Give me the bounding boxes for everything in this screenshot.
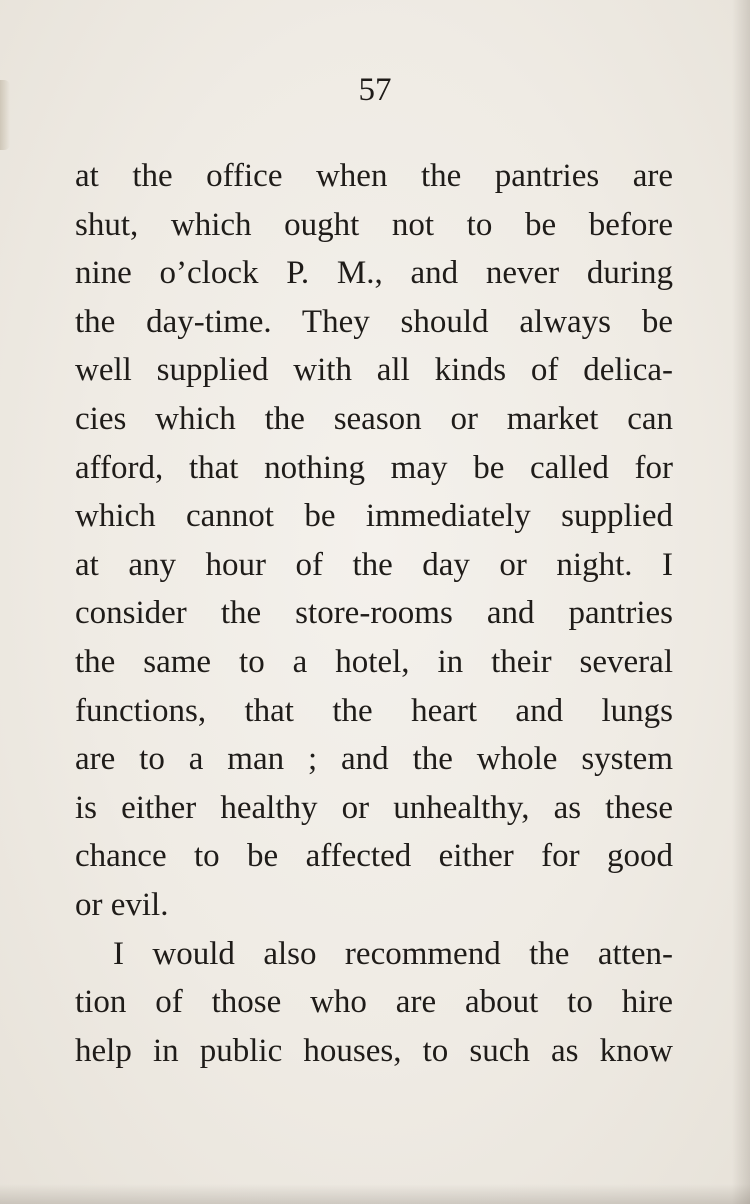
text-line: tion of those who are about to hire [75, 984, 673, 1021]
page-number: 57 [358, 72, 392, 108]
text-line: is either healthy or unhealthy, as these [75, 789, 673, 826]
text-line: consider the store-rooms and pantries [75, 595, 673, 632]
text-line: chance to be affected either for good [75, 838, 673, 875]
text-line: I would also recommend the atten- [113, 935, 673, 972]
text-line: shut, which ought not to be before [75, 206, 673, 243]
text-line: functions, that the heart and lungs [75, 692, 673, 729]
body-text [75, 152, 673, 1075]
text-line: the same to a hotel, in their several [75, 643, 673, 680]
text-line: which cannot be immediately supplied [75, 498, 673, 535]
text-line: or evil. [75, 886, 169, 923]
text-line: are to a man ; and the whole system [75, 741, 673, 778]
text-line: at any hour of the day or night. I [75, 546, 673, 583]
text-line: cies which the season or market can [75, 400, 673, 437]
text-line: nine o’clock P. M., and never during [75, 255, 673, 292]
text-line: afford, that nothing may be called for [75, 449, 673, 486]
page-bottom-edge [0, 1184, 750, 1204]
text-line: help in public houses, to such as know [75, 1032, 673, 1069]
text-line: at the office when the pantries are [75, 158, 673, 194]
text-line: the day-time. They should always be [75, 303, 673, 340]
text-line: well supplied with all kinds of delica- [75, 352, 673, 389]
